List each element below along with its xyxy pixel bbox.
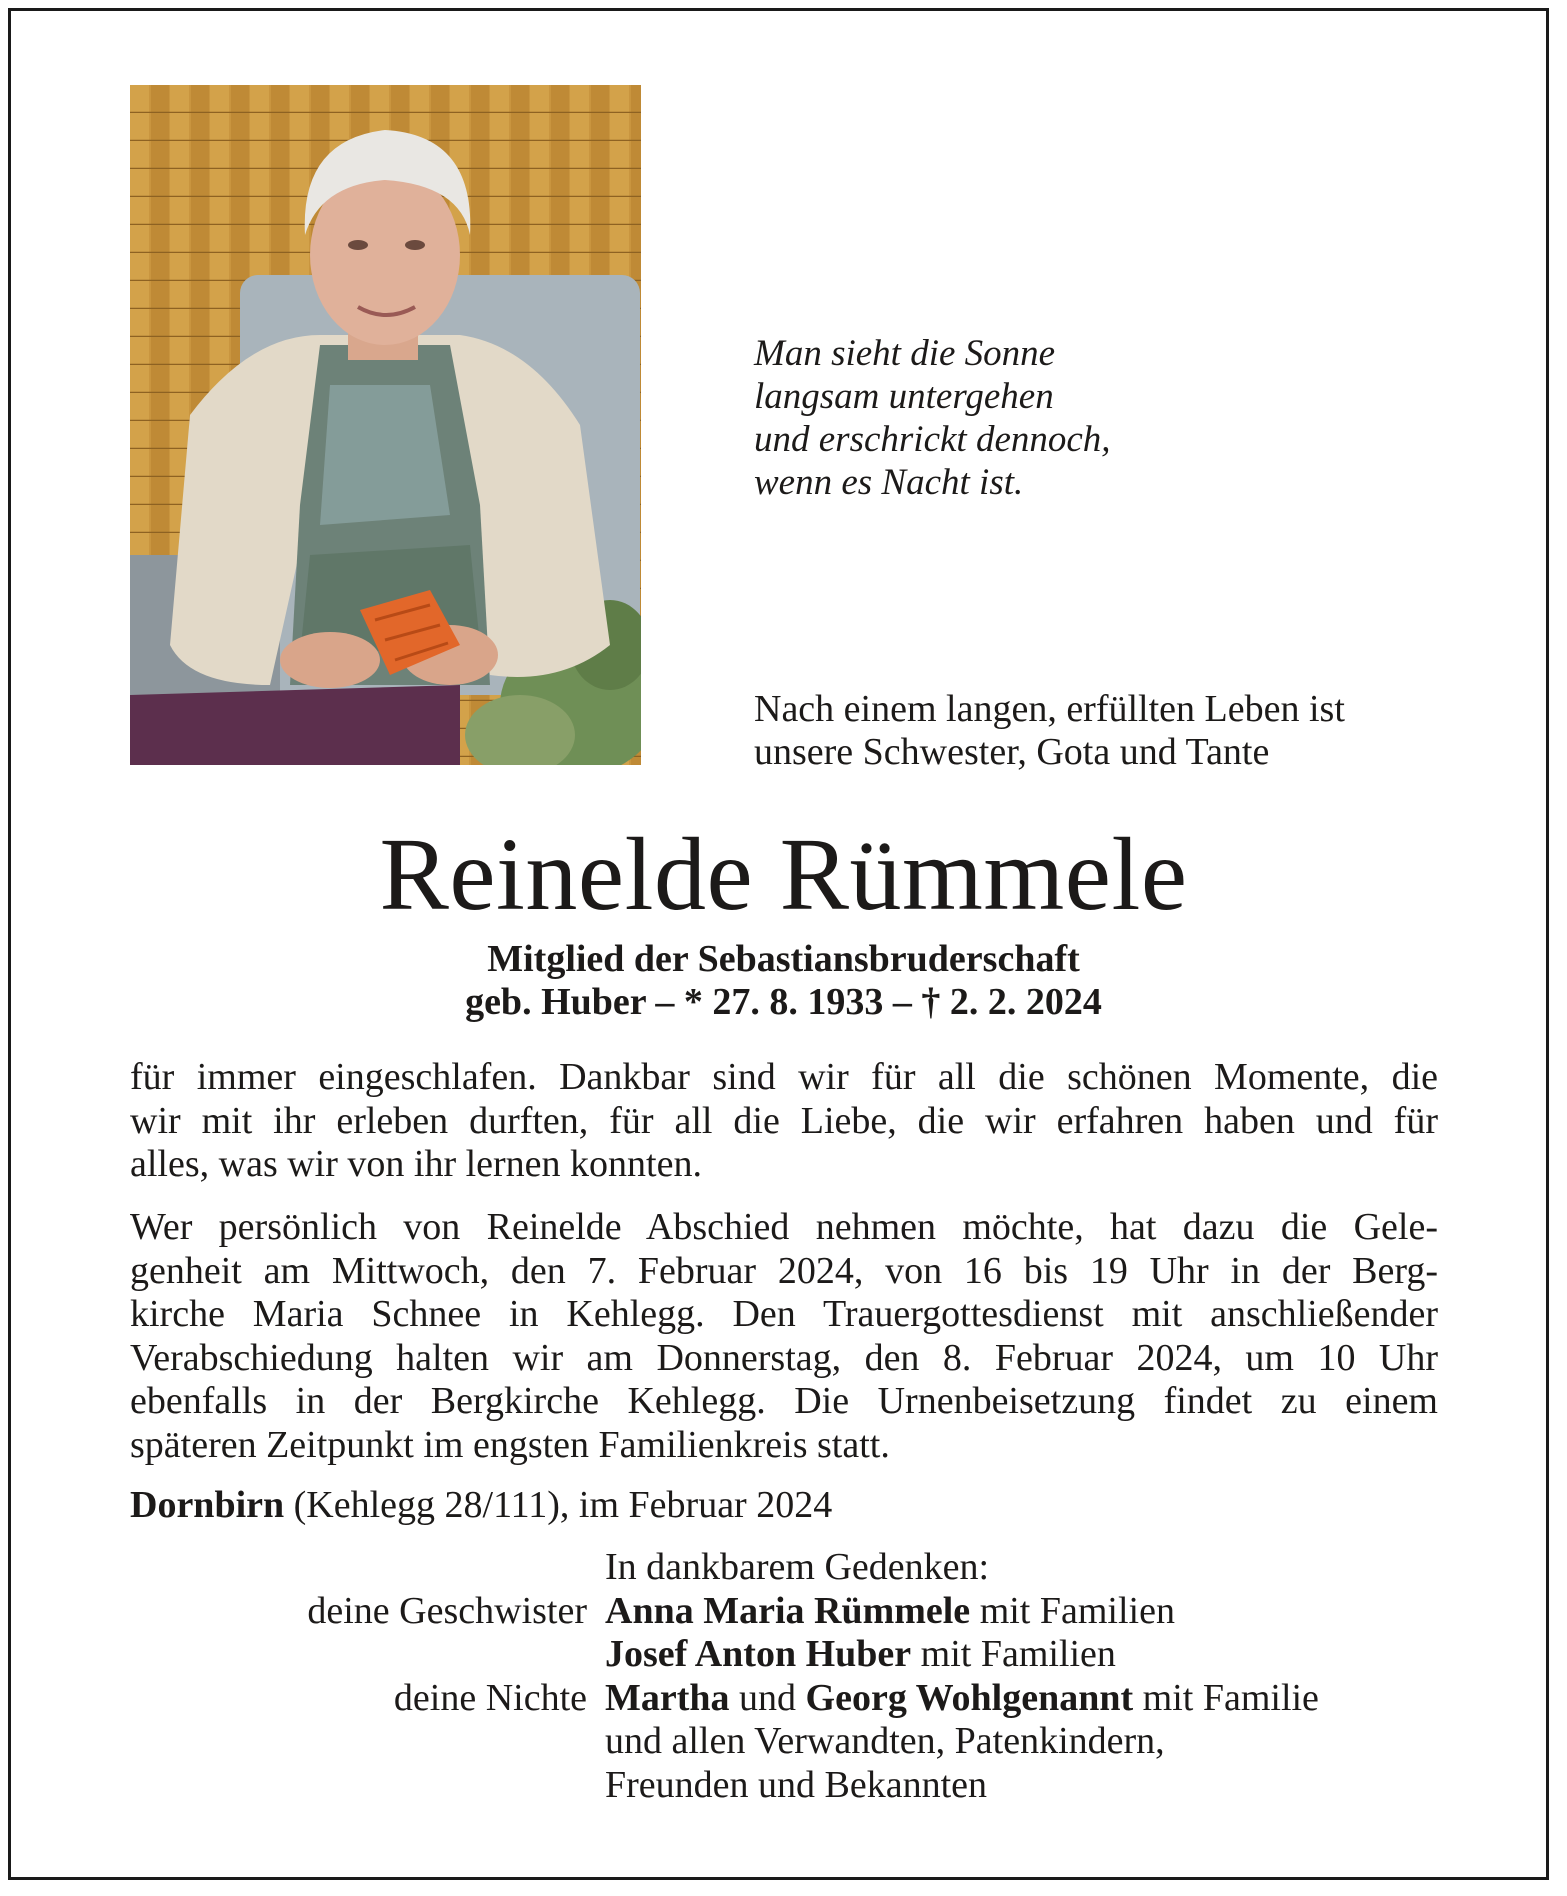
- mourner-suffix: mit Familien: [911, 1633, 1116, 1675]
- others-line: Freunden und Bekannten: [605, 1763, 988, 1806]
- mourner-name: Anna Maria Rümmele: [605, 1589, 971, 1632]
- mourner-suffix: mit Familien: [970, 1589, 1175, 1632]
- signoff-row: [0, 1677, 1460, 1721]
- paragraph-line: alles, was wir von ihr lernen konnten.: [130, 1143, 702, 1185]
- mourner-entry: [605, 1677, 1319, 1721]
- signoff-row: [0, 1590, 1460, 1634]
- membership: Mitglied der Sebastiansbruderschaft: [487, 938, 1080, 980]
- life-dates: geb. Huber – * 27. 8. 1933 – † 2. 2. 2024: [465, 981, 1102, 1023]
- paragraph-funeral-info: [130, 1206, 1438, 1467]
- intro-text: [754, 688, 1345, 774]
- niece-label: deine Nichte: [393, 1676, 587, 1719]
- signoff-row: [0, 1720, 1460, 1764]
- poem-line: langsam untergehen: [754, 376, 1054, 417]
- intro-line: Nach einem langen, erfüllten Leben ist: [754, 688, 1345, 730]
- siblings-label: deine Geschwister: [307, 1589, 587, 1632]
- mourner-conjunction: und: [729, 1676, 806, 1719]
- mourner-suffix: mit Familie: [1133, 1676, 1319, 1719]
- signoff-heading-row: [0, 1546, 1460, 1590]
- deceased-details: [0, 938, 1567, 1024]
- deceased-name: Reinelde Rümmele: [379, 817, 1188, 932]
- paragraph-line: späteren Zeitpunkt im engsten Familienkreis statt.: [130, 1423, 890, 1466]
- mourner-entry: [605, 1590, 1175, 1634]
- mourner-name: Josef Anton Huber: [605, 1633, 912, 1675]
- paragraph-line: kirche Maria Schnee in Kehlegg. Den Trauergottesdienst mit anschließender: [130, 1293, 1438, 1335]
- mourner-name: Georg Wohlgenannt: [805, 1676, 1134, 1719]
- paragraph-line: Wer persönlich von Reinelde Abschied nehmen möchte, hat dazu die Gele-: [130, 1206, 1438, 1248]
- signoff-row: [0, 1764, 1460, 1808]
- poem-line: Man sieht die Sonne: [754, 333, 1056, 374]
- place-date: [130, 1484, 832, 1527]
- mourner-name: Martha: [605, 1676, 730, 1719]
- place-rest: (Kehlegg 28/111), im Februar 2024: [284, 1484, 833, 1526]
- poem-line: wenn es Nacht ist.: [754, 462, 1024, 503]
- signoff-heading: In dankbarem Gedenken:: [605, 1546, 990, 1588]
- poem: [754, 332, 1111, 504]
- paragraph-line: wir mit ihr erleben durften, für all die Liebe, die wir erfahren haben und für: [130, 1099, 1438, 1142]
- poem-line: und erschrickt dennoch,: [754, 419, 1111, 460]
- paragraph-gratitude: [130, 1056, 1438, 1187]
- place-city: Dornbirn: [130, 1484, 285, 1526]
- paragraph-line: für immer eingeschlafen. Dankbar sind wir für all die schönen Momente, die: [130, 1056, 1438, 1098]
- intro-line: unsere Schwester, Gota und Tante: [754, 731, 1270, 773]
- mourner-entry: [605, 1633, 1116, 1677]
- paragraph-line: ebenfalls in der Bergkirche Kehlegg. Die Urnenbeisetzung findet zu einem: [130, 1380, 1438, 1422]
- portrait-photo: [130, 85, 641, 765]
- paragraph-line: Verabschiedung halten wir am Donnerstag, den 8. Februar 2024, um 10 Uhr: [130, 1336, 1438, 1379]
- others-line: und allen Verwandten, Patenkindern,: [605, 1720, 1165, 1762]
- paragraph-line: genheit am Mittwoch, den 7. Februar 2024, von 16 bis 19 Uhr in der Berg-: [130, 1249, 1438, 1292]
- signoff-row: [0, 1633, 1460, 1677]
- portrait-photo-icon: [130, 85, 641, 765]
- signoff: [0, 1546, 1460, 1807]
